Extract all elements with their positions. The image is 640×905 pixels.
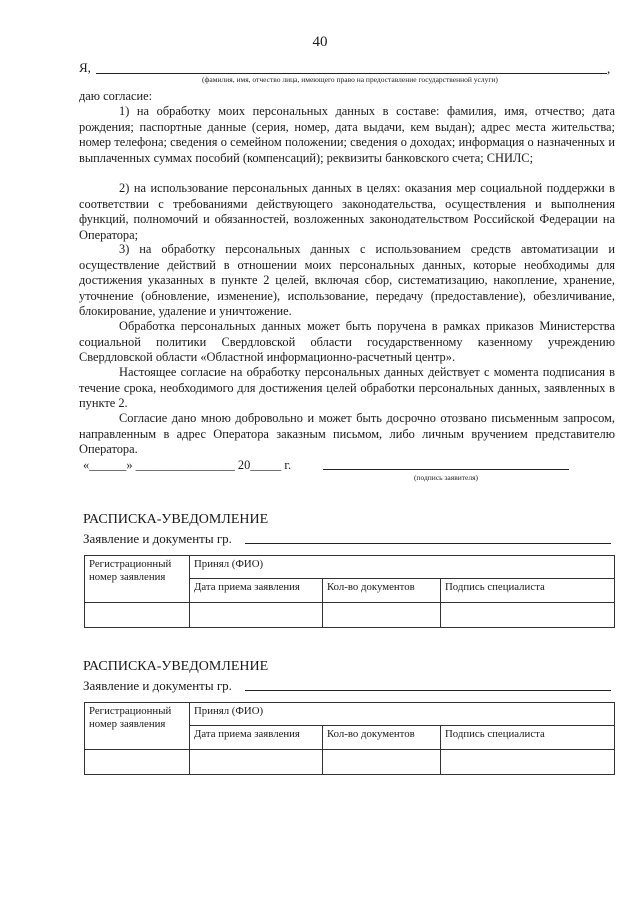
name-hint: (фамилия, имя, отчество лица, имеющего право на предоставление государственной услуги) — [202, 75, 498, 84]
ya-label: Я, — [79, 60, 91, 75]
receipt-1-sign-cell[interactable] — [441, 603, 615, 628]
receipt-2-count-header: Кол-во документов — [323, 726, 441, 750]
receipt-1-table — [84, 555, 615, 628]
receipt-1-count-cell[interactable] — [323, 603, 441, 628]
consent-intro: даю согласие: — [79, 89, 153, 103]
receipt-2-sign-cell[interactable] — [441, 750, 615, 775]
receipt-2-name-line[interactable] — [245, 690, 611, 691]
receipt-2-date-header: Дата приема заявления — [190, 726, 323, 750]
signature-hint: (подпись заявителя) — [413, 473, 479, 482]
receipt-2-reg-cell[interactable] — [85, 750, 190, 775]
consent-paragraph-1: 1) на обработку моих персональных данных в составе: фамилия, имя, отчество; дата рождения; паспортные данные (серия, номер, дата выдачи, кем выдан); адрес места жительства; номер телефона; сведения о семейном положении; сведения о доходах; информация о назначенных и выплаченных суммах пособий (компенсаций); реквизиты банковского счета; СНИЛС; — [79, 104, 615, 165]
receipt-1-date-cell[interactable] — [190, 603, 323, 628]
receipt-2-reg-header: Регистрационный номер заявления — [85, 703, 190, 750]
receipt-1-name-line[interactable] — [245, 543, 611, 544]
name-end-comma: , — [607, 61, 611, 76]
consent-paragraph-3: 3) на обработку персональных данных с использованием средств автоматизации и осуществление действий в отношении моих персональных данных, которые необходимы для достижения указанных в пункте 2 целей, включая сбор, систематизацию, накопление, хранение, уточнение (обновление, изменение), использование, передачу (предоставление), обезличивание, блокирование, удаление и уничтожение. — [79, 242, 615, 319]
receipt-1-count-header: Кол-во документов — [323, 579, 441, 603]
signature-line[interactable] — [323, 469, 569, 470]
receipt-1-subtitle: Заявление и документы гр. — [83, 531, 232, 546]
consent-paragraph-5: Настоящее согласие на обработку персональных данных действует с момента подписания в течение срока, необходимого для достижения целей обработки персональных данных, заявленных в пункте 2. — [79, 365, 615, 411]
receipt-1-accepted-header: Принял (ФИО) — [190, 556, 615, 579]
receipt-1-reg-cell[interactable] — [85, 603, 190, 628]
consent-paragraph-6: Согласие дано мною добровольно и может быть досрочно отозвано письменным запросом, направленным в адрес Оператора заказным письмом, либо личным вручением представителю Оператора. — [79, 411, 615, 457]
receipt-2-subtitle: Заявление и документы гр. — [83, 678, 232, 693]
receipt-2-count-cell[interactable] — [323, 750, 441, 775]
consent-paragraph-2: 2) на использование персональных данных в целях: оказания мер социальной поддержки в соответствии с требованиями действующего законодательства, осуществления и выполнения функций, полномочий и обязанностей, возложенных законодательством Российской Федерации на Оператора; — [79, 181, 615, 242]
receipt-1-date-header: Дата приема заявления — [190, 579, 323, 603]
name-field-line[interactable] — [96, 73, 607, 74]
receipt-1-sign-header: Подпись специалиста — [441, 579, 615, 603]
receipt-2-table — [84, 702, 615, 775]
date-line[interactable]: «______» ________________ 20_____ г. — [83, 458, 292, 472]
receipt-1-title: РАСПИСКА-УВЕДОМЛЕНИЕ — [83, 512, 269, 527]
receipt-1-reg-header: Регистрационный номер заявления — [85, 556, 190, 603]
consent-paragraph-4: Обработка персональных данных может быть поручена в рамках приказов Министерства социальной политики Свердловской области государственному казенному учреждению Свердловской области «Областной информационно-расчетный центр». — [79, 319, 615, 365]
receipt-2-date-cell[interactable] — [190, 750, 323, 775]
receipt-2-title: РАСПИСКА-УВЕДОМЛЕНИЕ — [83, 659, 269, 674]
page-number: 40 — [312, 34, 328, 50]
receipt-2-sign-header: Подпись специалиста — [441, 726, 615, 750]
receipt-2-accepted-header: Принял (ФИО) — [190, 703, 615, 726]
